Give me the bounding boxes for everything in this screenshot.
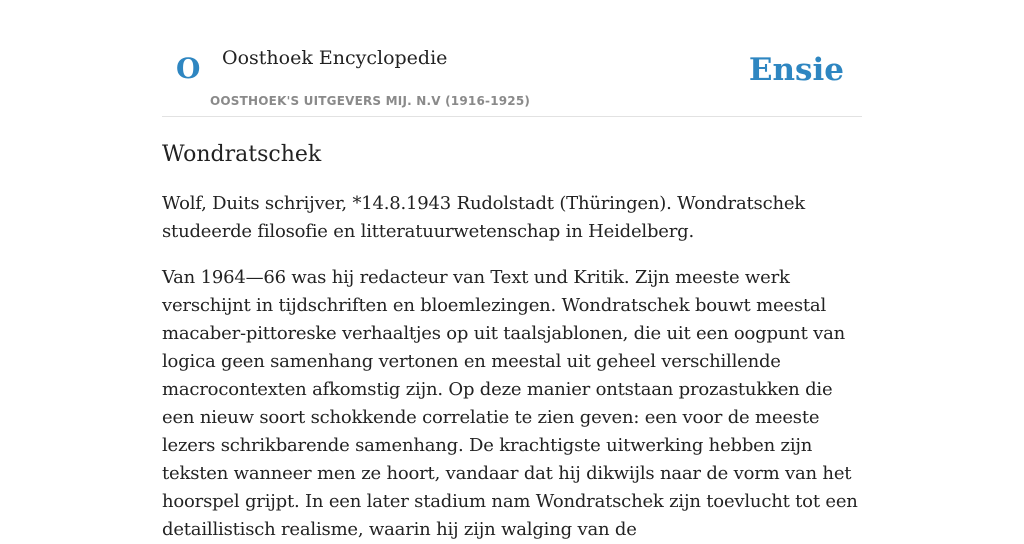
article-title: Wondratschek (162, 142, 322, 167)
book-title[interactable]: Oosthoek Encyclopedie (222, 47, 448, 69)
article-paragraph: Wolf, Duits schrijver, *14.8.1943 Rudolstadt (Thüringen). Wondratschek studeerde filosofie en litteratuurwetenschap in Heidelberg. (162, 193, 806, 242)
ensie-logo-link[interactable]: Ensie (748, 52, 844, 88)
article (162, 138, 862, 544)
book-logo-letter: O (176, 52, 201, 85)
publisher-line: OOSTHOEK'S UITGEVERS MIJ. N.V (1916-1925) (210, 94, 531, 108)
header (162, 0, 862, 117)
article-paragraph: Van 1964—66 was hij redacteur van Text und Kritik. Zijn meeste werk verschijnt in tijdschriften en bloemlezingen. Wondratschek bouwt meestal macaber-pittoreske verhaaltjes op uit taalsjablonen, die uit een oogpunt van logica geen samenhang vertonen en meestal uit geheel verschillende macrocontexten afkomstig zijn. Op deze manier ontstaan prozastukken die een nieuw soort schokkende correlatie te zien geven: een voor de meeste lezers schrikbarende samenhang. De krachtigste uitwerking hebben zijn teksten wanneer men ze hoort, vandaar dat hij dikwijls naar de vorm van het hoorspel grijpt. In een later stadium nam Wondratschek zijn toevlucht tot een detaillistisch realisme, waarin hij zijn walging van de (162, 267, 858, 540)
